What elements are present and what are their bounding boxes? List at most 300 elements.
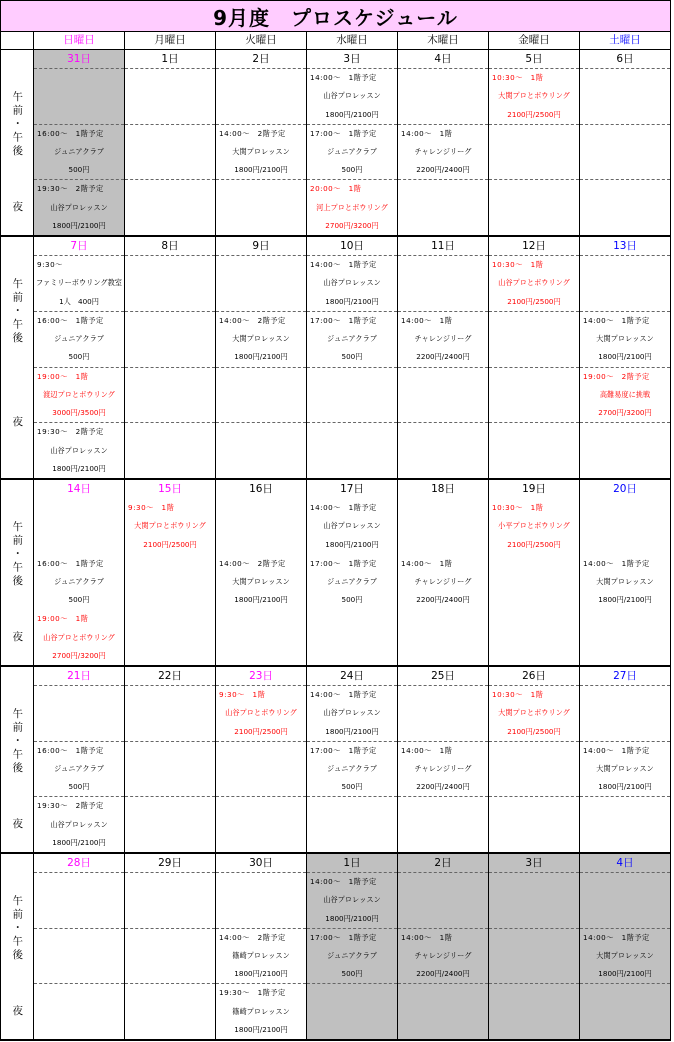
date-label: 3日 [489,854,579,873]
event-entry [580,929,670,984]
event-title: ジュニアクラブ [327,951,377,960]
event-price: 1800円/2100円 [598,969,652,979]
day-column [579,480,670,665]
time-slot-night-late [398,422,488,478]
time-slot-morning [125,686,215,741]
event-time: 16:00～ 1階予定 [37,558,104,568]
date-label: 13日 [580,237,670,256]
event-price: 2700円/3200円 [325,220,379,230]
event-time: 10:30～ 1階 [492,73,544,83]
event-entry [307,873,397,928]
event-entry [398,125,488,180]
time-slot-morning [489,686,579,741]
event-title: 大関プロレッスン [596,577,654,586]
day-column [124,50,215,235]
time-slot-night [580,367,670,423]
time-slot-night [216,179,306,235]
time-slot-morning [307,256,397,311]
time-slot-morning [34,686,124,741]
event-time: 14:00～ 2階予定 [219,315,286,325]
time-slot-night [125,609,215,665]
period-label-column [1,237,33,478]
time-slot-morning [34,873,124,928]
date-label: 8日 [125,237,215,256]
event-time: 14:00～ 1階予定 [583,315,650,325]
time-slot-night [216,609,306,665]
day-column [33,667,124,852]
time-slot-night [580,609,670,665]
event-price: 2100円/2500円 [507,296,561,306]
event-time: 14:00～ 1階予定 [583,745,650,755]
time-slot-night [307,609,397,665]
event-time: 16:00～ 1階予定 [37,745,104,755]
event-price: 500円 [68,352,90,362]
event-time: 10:30～ 1階 [492,690,544,700]
date-label: 18日 [431,483,455,495]
event-title: 河上プロとボウリング [316,202,388,212]
time-slot-afternoon [398,741,488,797]
date-label: 12日 [489,237,579,256]
period-night-block [1,180,33,235]
event-entry [216,984,306,1039]
event-price: 1800円/2100円 [325,726,379,736]
day-column [124,667,215,852]
time-slot-afternoon [580,928,670,984]
event-entry [34,797,124,852]
event-time: 14:00～ 1階予定 [310,73,377,83]
time-slot-afternoon [216,554,306,610]
event-price: 2200円/2400円 [416,595,470,605]
event-time: 14:00～ 1階予定 [583,558,650,568]
event-title: 篠崎プロレッスン [232,951,290,960]
event-title: 大関プロレッスン [596,764,654,773]
event-price: 2200円/2400円 [416,165,470,175]
event-time: 14:00～ 1階 [401,128,453,138]
weekday-header-saturday: 土曜日 [579,32,670,49]
date-label: 2日 [216,50,306,69]
week-block [1,854,670,1041]
time-slot-night [216,983,306,1039]
event-title: 山谷プロとボウリング [498,278,570,288]
event-time: 14:00～ 1階予定 [310,877,377,887]
time-slot-morning [216,686,306,741]
event-title: チャレンジリーグ [414,577,472,586]
weekday-header-thursday: 木曜日 [397,32,488,49]
time-slot-morning [307,686,397,741]
event-time: 14:00～ 1階予定 [310,260,377,270]
event-time: 19:00～ 2階予定 [583,371,650,381]
event-price: 500円 [341,165,363,175]
time-slot-night-late [216,422,306,478]
event-time: 14:00～ 1階 [401,932,453,942]
event-title: 大関プロレッスン [232,334,290,344]
time-slot-night [125,179,215,235]
event-title: ジュニアクラブ [54,334,104,344]
event-price: 2100円/2500円 [507,109,561,119]
event-entry [216,125,306,180]
event-time: 20:00～ 1階 [310,184,362,194]
week-block [1,480,670,667]
event-price: 1人 400円 [59,296,99,306]
date-label: 5日 [489,50,579,69]
time-slot-morning [125,499,215,554]
day-column [33,480,124,665]
event-price: 1800円/2100円 [234,969,288,979]
time-slot-morning [307,873,397,928]
time-slot-morning [398,256,488,311]
event-title: ジュニアクラブ [327,147,377,156]
event-entry [216,312,306,367]
event-entry [307,686,397,741]
time-slot-afternoon [580,554,670,610]
weekday-header-monday: 月曜日 [124,32,215,49]
time-slot-morning [489,499,579,554]
event-entry [34,312,124,367]
date-label: 28日 [34,854,124,873]
special-event-entry [489,69,579,124]
time-slot-night [125,983,215,1039]
event-time: 19:30～ 2階予定 [37,801,104,811]
time-slot-night [216,367,306,423]
event-entry [34,256,124,311]
event-time: 17:00～ 1階予定 [310,745,377,755]
time-slot-afternoon [216,124,306,180]
date-label: 24日 [307,667,397,686]
event-title: チャレンジリーグ [414,334,472,344]
event-price: 2100円/2500円 [143,539,197,549]
event-entry [34,555,124,610]
time-slot-afternoon [125,741,215,797]
event-price: 1800円/2100円 [325,913,379,923]
time-slot-afternoon [307,311,397,367]
weekday-header-row [1,32,670,50]
event-title: ジュニアクラブ [327,334,377,344]
period-daytime-block [1,873,33,984]
day-column [488,237,579,478]
date-label: 7日 [34,237,124,256]
time-slot-afternoon [34,554,124,610]
date-label: 23日 [216,667,306,686]
day-column [306,854,397,1039]
time-slot-morning [125,256,215,311]
time-slot-morning [398,499,488,554]
period-label-column [1,667,33,852]
event-price: 1800円/2100円 [234,352,288,362]
event-entry [34,742,124,797]
day-column [215,50,306,235]
time-slot-afternoon [580,741,670,797]
weekday-header-tuesday: 火曜日 [215,32,306,49]
time-slot-morning [489,256,579,311]
time-slot-night [307,796,397,852]
time-slot-morning [216,873,306,928]
time-slot-afternoon [125,124,215,180]
special-event-entry [34,368,124,423]
day-column [215,667,306,852]
time-slot-night-late [580,422,670,478]
event-title: 大関プロとボウリング [498,708,570,718]
time-slot-morning [216,256,306,311]
date-label: 25日 [398,667,488,686]
event-price: 500円 [68,782,90,792]
event-entry [580,555,670,610]
header-corner-cell [1,32,33,49]
event-time: 14:00～ 1階予定 [310,690,377,700]
time-slot-morning [398,686,488,741]
day-column [306,667,397,852]
day-column [124,480,215,665]
event-time: 14:00～ 2階予定 [219,932,286,942]
event-time: 19:00～ 1階 [37,371,89,381]
event-entry [34,180,124,235]
date-label: 26日 [489,667,579,686]
time-slot-morning [580,873,670,928]
schedule-title: 9月度 プロスケジュール [1,0,670,32]
date-label: 22日 [125,667,215,686]
event-title: 山谷プロレッスン [323,91,381,101]
time-slot-night [125,796,215,852]
time-slot-afternoon [125,554,215,610]
time-slot-afternoon [489,311,579,367]
event-price: 2200円/2400円 [416,352,470,362]
period-spacer [1,480,33,499]
time-slot-night [489,796,579,852]
time-slot-afternoon [216,311,306,367]
event-time: 9:30～ 1階 [128,503,175,513]
date-label: 6日 [580,50,670,69]
event-title: ジュニアクラブ [327,764,377,773]
time-slot-night [216,796,306,852]
period-label-daytime: 午前・午後 [11,520,24,589]
event-price: 1800円/2100円 [598,782,652,792]
event-entry [307,256,397,311]
time-slot-night [34,367,124,423]
time-slot-night-late [307,422,397,478]
date-label: 9日 [216,237,306,256]
event-price: 2700円/3200円 [598,408,652,418]
period-spacer [1,237,33,256]
day-column [124,237,215,478]
event-price: 500円 [341,595,363,605]
time-slot-night [580,796,670,852]
day-column [488,854,579,1039]
time-slot-afternoon [398,554,488,610]
time-slot-morning [489,69,579,124]
time-slot-night [34,179,124,235]
time-slot-morning [34,69,124,124]
time-slot-afternoon [34,741,124,797]
date-label: 4日 [398,50,488,69]
event-time: 17:00～ 1階予定 [310,932,377,942]
event-entry [398,929,488,984]
event-time: 14:00～ 1階 [401,315,453,325]
date-label: 17日 [340,483,364,495]
event-entry [216,555,306,610]
weeks-container [1,50,670,1041]
event-price: 3000円/3500円 [52,408,106,418]
date-label: 4日 [580,854,670,873]
time-slot-morning [580,499,670,554]
time-slot-night [489,609,579,665]
event-price: 500円 [68,165,90,175]
special-event-entry [125,499,215,554]
date-label: 3日 [307,50,397,69]
event-title: チャレンジリーグ [414,764,472,773]
event-entry [307,555,397,610]
day-column [579,854,670,1039]
event-time: 14:00～ 2階予定 [219,128,286,138]
event-title: 山谷プロレッスン [50,445,108,455]
weekday-header-wednesday: 水曜日 [306,32,397,49]
day-column [397,237,488,478]
time-slot-night [580,983,670,1039]
time-slot-afternoon [489,741,579,797]
event-price: 1800円/2100円 [325,296,379,306]
day-column [397,854,488,1039]
time-slot-night [34,983,124,1039]
event-title: 大関プロレッスン [596,334,654,344]
time-slot-afternoon [489,928,579,984]
event-price: 2200円/2400円 [416,969,470,979]
day-column [397,480,488,665]
time-slot-night [398,609,488,665]
time-slot-night [34,609,124,665]
time-slot-morning [216,69,306,124]
time-slot-night [489,179,579,235]
time-slot-night [34,796,124,852]
event-time: 19:00～ 1階 [37,614,89,624]
event-price: 1800円/2100円 [325,539,379,549]
day-column [215,854,306,1039]
event-price: 500円 [68,595,90,605]
period-label-daytime: 午前・午後 [11,707,24,776]
time-slot-night [307,367,397,423]
event-time: 19:30～ 2階予定 [37,427,104,437]
event-title: 大関プロとボウリング [134,521,206,531]
time-slot-night-late [125,422,215,478]
event-title: ジュニアクラブ [54,147,104,156]
day-column [215,237,306,478]
event-entry [307,125,397,180]
day-column [306,50,397,235]
event-price: 1800円/2100円 [598,595,652,605]
day-column [124,854,215,1039]
day-column [488,480,579,665]
time-slot-afternoon [125,311,215,367]
period-daytime-block [1,499,33,610]
time-slot-afternoon [307,928,397,984]
event-price: 2100円/2500円 [234,726,288,736]
time-slot-afternoon [125,928,215,984]
event-title: ファミリーボウリング教室 [36,278,122,288]
event-title: 篠崎プロレッスン [232,1006,290,1016]
time-slot-afternoon [489,554,579,610]
event-entry [398,312,488,367]
event-time: 14:00～ 1階予定 [583,932,650,942]
day-column [397,50,488,235]
time-slot-morning [125,873,215,928]
day-column [488,667,579,852]
special-event-entry [489,686,579,741]
event-price: 2700円/3200円 [52,650,106,660]
event-title: 山谷プロレッスン [323,521,381,531]
time-slot-afternoon [307,741,397,797]
event-price: 500円 [341,969,363,979]
period-label-daytime: 午前・午後 [11,894,24,963]
date-label: 29日 [125,854,215,873]
date-label: 27日 [580,667,670,686]
event-entry [34,423,124,478]
period-label-night: 夜 [11,1004,24,1019]
event-title: チャレンジリーグ [414,951,472,960]
time-slot-night [398,796,488,852]
event-title: 山谷プロとボウリング [43,632,115,642]
period-label-night: 夜 [11,630,24,645]
weekday-header-friday: 金曜日 [488,32,579,49]
time-slot-night [489,983,579,1039]
time-slot-night-late [489,422,579,478]
event-entry [398,555,488,610]
week-block [1,50,670,237]
event-title: 渡辺プロとボウリング [43,389,115,399]
time-slot-afternoon [307,124,397,180]
time-slot-morning [34,256,124,311]
event-entry [307,312,397,367]
time-slot-afternoon [34,124,124,180]
time-slot-afternoon [34,311,124,367]
date-label: 1日 [307,854,397,873]
event-entry [307,499,397,554]
period-label-column [1,50,33,235]
event-time: 16:00～ 1階予定 [37,315,104,325]
event-title: ジュニアクラブ [327,577,377,586]
special-event-entry [34,610,124,665]
event-title: 山谷プロレッスン [50,819,108,829]
date-label: 30日 [216,854,306,873]
event-time: 9:30～ [37,260,63,270]
day-column [33,50,124,235]
time-slot-afternoon [398,928,488,984]
event-time: 10:30～ 1階 [492,503,544,513]
event-time: 14:00～ 1階 [401,558,453,568]
time-slot-morning [398,69,488,124]
event-entry [216,929,306,984]
event-entry [398,742,488,797]
week-block [1,667,670,854]
time-slot-morning [34,499,124,554]
day-column [33,237,124,478]
period-label-daytime: 午前・午後 [11,277,24,346]
time-slot-morning [216,499,306,554]
event-entry [580,742,670,797]
event-price: 1800円/2100円 [52,837,106,847]
period-night-block [1,367,33,478]
event-title: 山谷プロレッスン [323,708,381,718]
day-column [579,50,670,235]
event-entry [307,929,397,984]
date-label: 20日 [613,483,637,495]
event-price: 1800円/2100円 [325,109,379,119]
time-slot-morning [580,69,670,124]
period-spacer [1,50,33,69]
event-time: 16:00～ 1階予定 [37,128,104,138]
event-price: 2100円/2500円 [507,726,561,736]
event-time: 10:30～ 1階 [492,260,544,270]
time-slot-afternoon [398,124,488,180]
day-column [306,237,397,478]
event-entry [307,69,397,124]
day-column [397,667,488,852]
